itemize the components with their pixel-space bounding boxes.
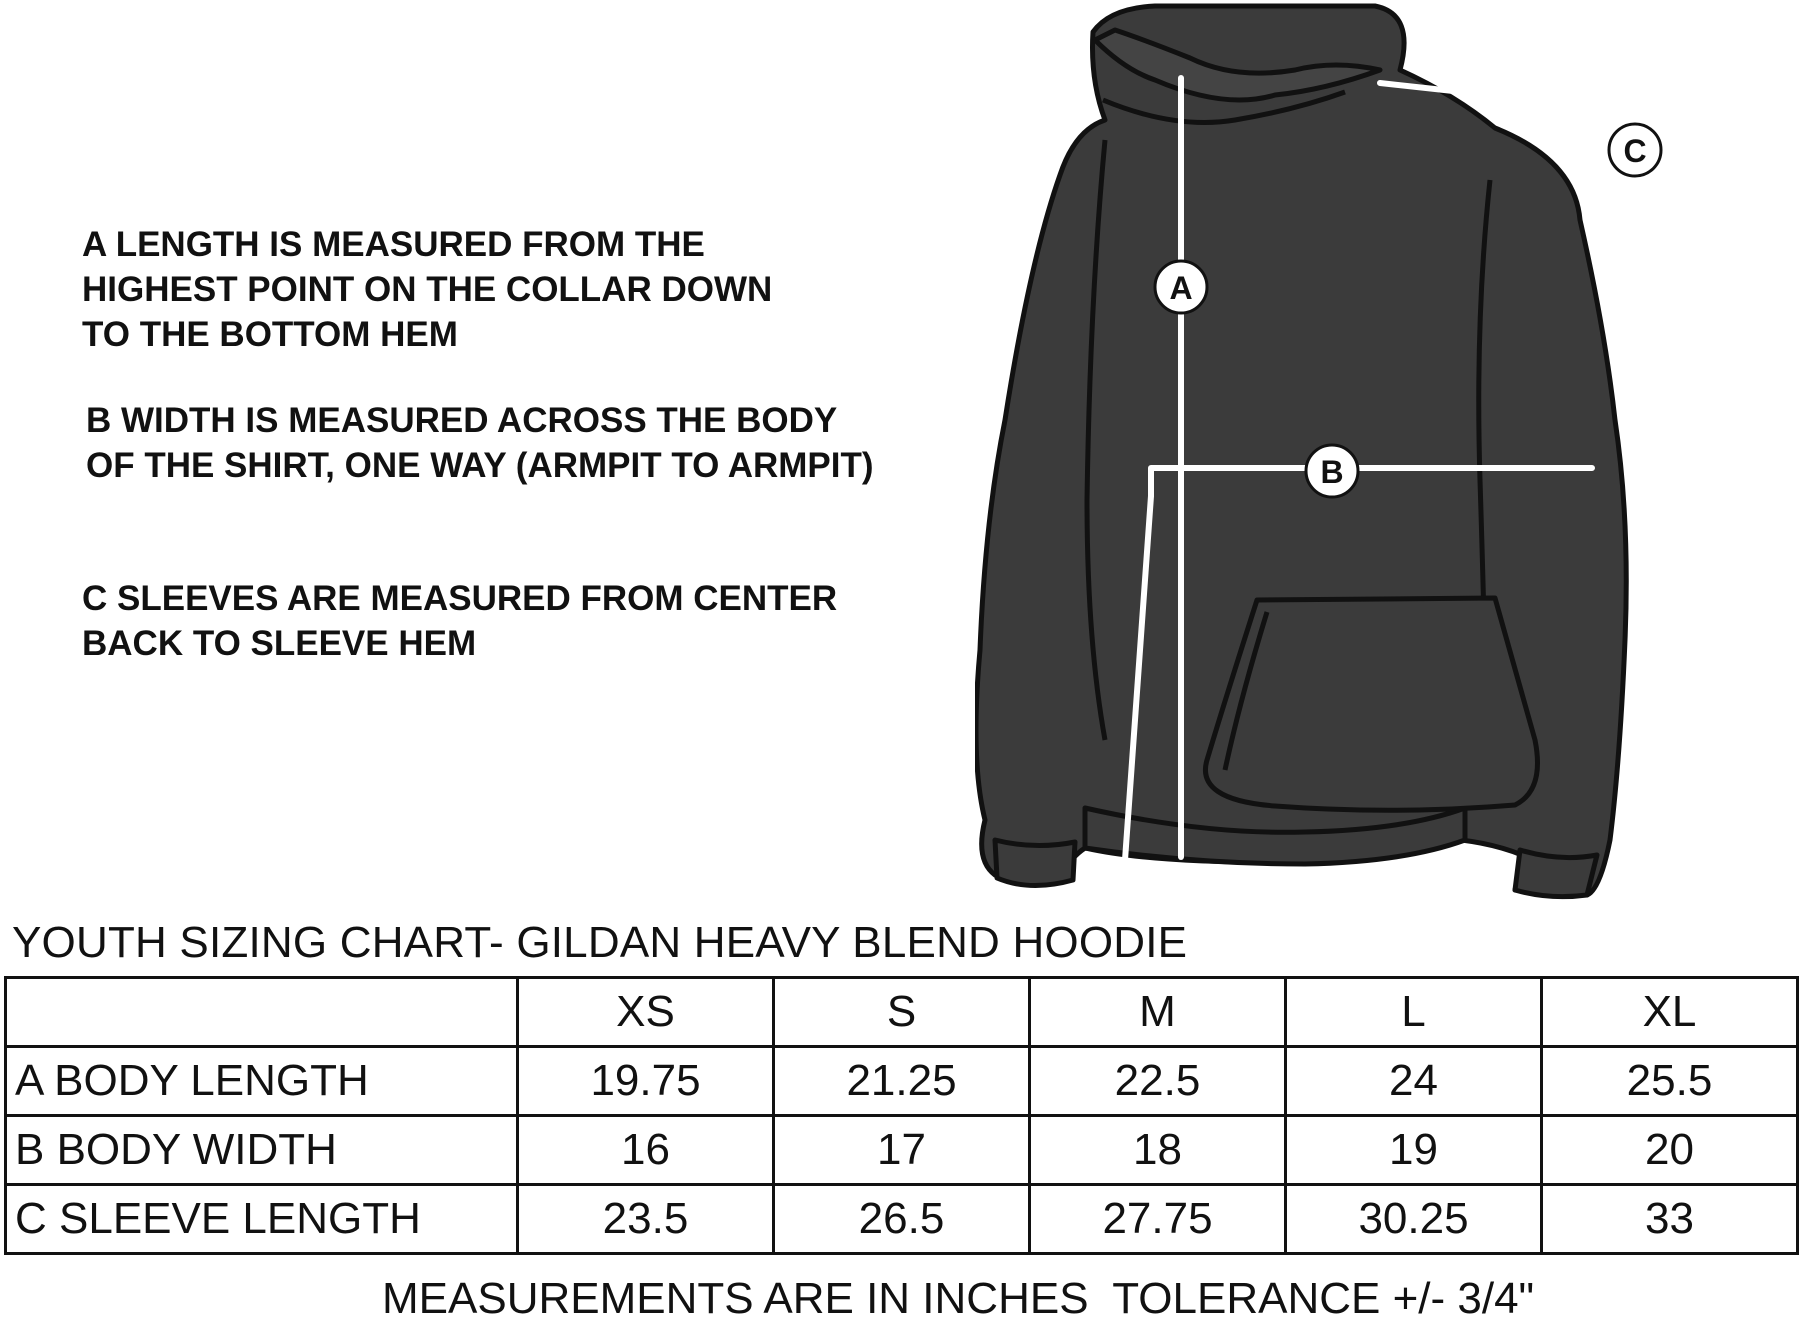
chart-title: YOUTH SIZING CHART- GILDAN HEAVY BLEND HOODIE bbox=[12, 918, 1188, 967]
instruction-length: A LENGTH IS MEASURED FROM THE HIGHEST POINT ON THE COLLAR DOWN TO THE BOTTOM HEM bbox=[82, 225, 773, 354]
size-header-xl: XL bbox=[1542, 978, 1798, 1047]
table-cell: 20 bbox=[1542, 1116, 1798, 1185]
kangaroo-pocket bbox=[1205, 598, 1537, 810]
row-label: A BODY LENGTH bbox=[6, 1047, 518, 1116]
table-cell: 33 bbox=[1542, 1185, 1798, 1254]
row-label: B BODY WIDTH bbox=[6, 1116, 518, 1185]
instruction-width: B WIDTH IS MEASURED ACROSS THE BODY OF THE SHIRT, ONE WAY (ARMPIT TO ARMPIT) bbox=[86, 401, 874, 485]
size-header-l: L bbox=[1286, 978, 1542, 1047]
marker-c-label: C bbox=[1623, 133, 1647, 169]
table-cell: 21.25 bbox=[774, 1047, 1030, 1116]
table-cell: 17 bbox=[774, 1116, 1030, 1185]
measurement-footnote: MEASUREMENTS ARE IN INCHES TOLERANCE +/- 3/4" bbox=[382, 1274, 1535, 1323]
marker-a-label: A bbox=[1169, 270, 1193, 306]
table-cell: 24 bbox=[1286, 1047, 1542, 1116]
size-header-m: M bbox=[1030, 978, 1286, 1047]
table-cell: 18 bbox=[1030, 1116, 1286, 1185]
header-corner-cell bbox=[6, 978, 518, 1047]
table-row-sleeve-length bbox=[6, 1185, 1798, 1254]
size-header-s: S bbox=[774, 978, 1030, 1047]
table-cell: 26.5 bbox=[774, 1185, 1030, 1254]
row-label: C SLEEVE LENGTH bbox=[6, 1185, 518, 1254]
instruction-sleeve: C SLEEVES ARE MEASURED FROM CENTER BACK TO SLEEVE HEM bbox=[82, 579, 838, 663]
marker-b bbox=[1306, 445, 1358, 497]
table-header-row bbox=[6, 978, 1798, 1047]
table-cell: 16 bbox=[518, 1116, 774, 1185]
table-row-body-length bbox=[6, 1047, 1798, 1116]
size-header-xs: XS bbox=[518, 978, 774, 1047]
right-cuff bbox=[1515, 850, 1597, 897]
table-cell: 23.5 bbox=[518, 1185, 774, 1254]
marker-a bbox=[1155, 261, 1207, 313]
sizing-table bbox=[4, 976, 1799, 1255]
table-cell: 22.5 bbox=[1030, 1047, 1286, 1116]
table-cell: 30.25 bbox=[1286, 1185, 1542, 1254]
table-cell: 27.75 bbox=[1030, 1185, 1286, 1254]
marker-b-label: B bbox=[1320, 454, 1344, 490]
hoodie-illustration bbox=[976, 6, 1626, 897]
table-cell: 25.5 bbox=[1542, 1047, 1798, 1116]
table-row-body-width bbox=[6, 1116, 1798, 1185]
table-cell: 19.75 bbox=[518, 1047, 774, 1116]
left-cuff bbox=[995, 840, 1075, 886]
hoodie-diagram bbox=[975, 0, 1790, 915]
table-cell: 19 bbox=[1286, 1116, 1542, 1185]
marker-c bbox=[1609, 124, 1661, 176]
